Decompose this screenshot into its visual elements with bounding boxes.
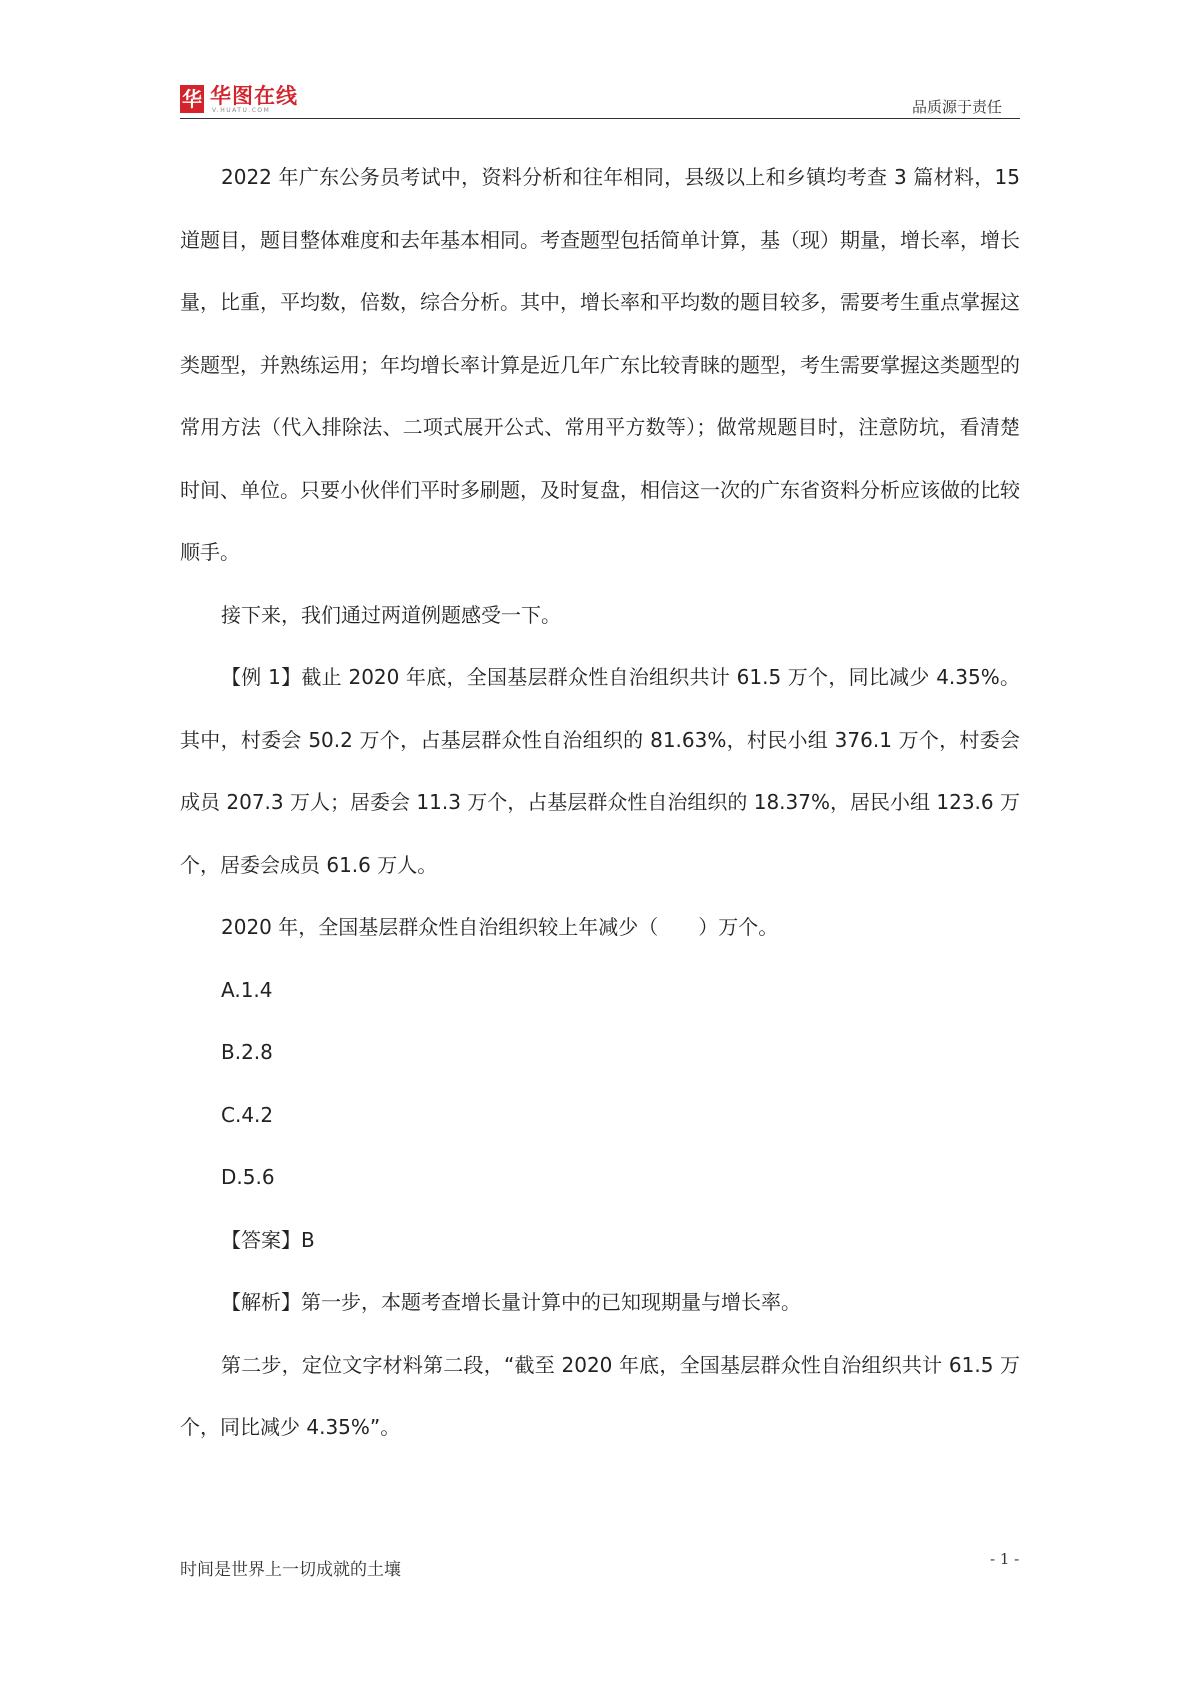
page-number: - 1 - bbox=[990, 1550, 1020, 1568]
page-header bbox=[180, 80, 1020, 119]
footer-motto: 时间是世界上一切成就的土壤 bbox=[180, 1560, 401, 1580]
logo-mark-icon: 华 bbox=[182, 87, 202, 111]
transition-paragraph: 接下来，我们通过两道例题感受一下。 bbox=[221, 602, 561, 627]
option-c: C.4.2 bbox=[221, 1102, 274, 1127]
option-b: B.2.8 bbox=[221, 1040, 273, 1064]
option-a: A.1.4 bbox=[221, 977, 273, 1002]
header-slogan: 品质源于责任 bbox=[911, 98, 1002, 116]
logo-text bbox=[210, 85, 298, 115]
answer-line: 【答案】B bbox=[221, 1227, 315, 1252]
example-material: 【例 1】截止 2020 年底，全国基层群众性自治组织共计 61.5 万个，同比减少 4.35%。其中，村委会 50.2 万个，占基层群众性自治组织的 81.63%，村民小组 376.1 万个，村委会成员 207.3 万人；居委会 11.3 万个，占基层群众性自治组织的 18.37%，居民小组 123.6 万个，居委会成员 61.6 万人。 bbox=[180, 665, 1020, 877]
option-d: D.5.6 bbox=[221, 1165, 275, 1189]
intro-paragraph: 2022 年广东公务员考试中，资料分析和往年相同，县级以上和乡镇均考查 3 篇材料，15 道题目，题目整体难度和去年基本相同。考查题型包括简单计算，基（现）期量，增长率，增长量，比重，平均数，倍数，综合分析。其中，增长率和平均数的题目较多，需要考生重点掌握这类题型，并熟练运用；年均增长率计算是近几年广东比较青睐的题型，考生需要掌握这类题型的常用方法（代入排除法、二项式展开公式、常用平方数等）；做常规题目时，注意防坑，看清楚时间、单位。只要小伙伴们平时多刷题，及时复盘，相信这一次的广东省资料分析应该做的比较顺手。 bbox=[180, 165, 1020, 564]
huatu-logo bbox=[180, 85, 298, 115]
logo-url: V.HUATU.COM bbox=[212, 107, 271, 114]
analysis-step2: 第二步，定位文字材料第二段，“截至 2020 年底，全国基层群众性自治组织共计 61.5 万个，同比减少 4.35%”。 bbox=[180, 1352, 1020, 1439]
analysis-step1: 【解析】第一步，本题考查增长量计算中的已知现期量与增长率。 bbox=[221, 1290, 801, 1314]
logo-name: 华图在线 bbox=[210, 84, 298, 108]
question-stem: 2020 年，全国基层群众性自治组织较上年减少（ ）万个。 bbox=[221, 915, 779, 939]
document-body bbox=[180, 146, 1020, 1459]
